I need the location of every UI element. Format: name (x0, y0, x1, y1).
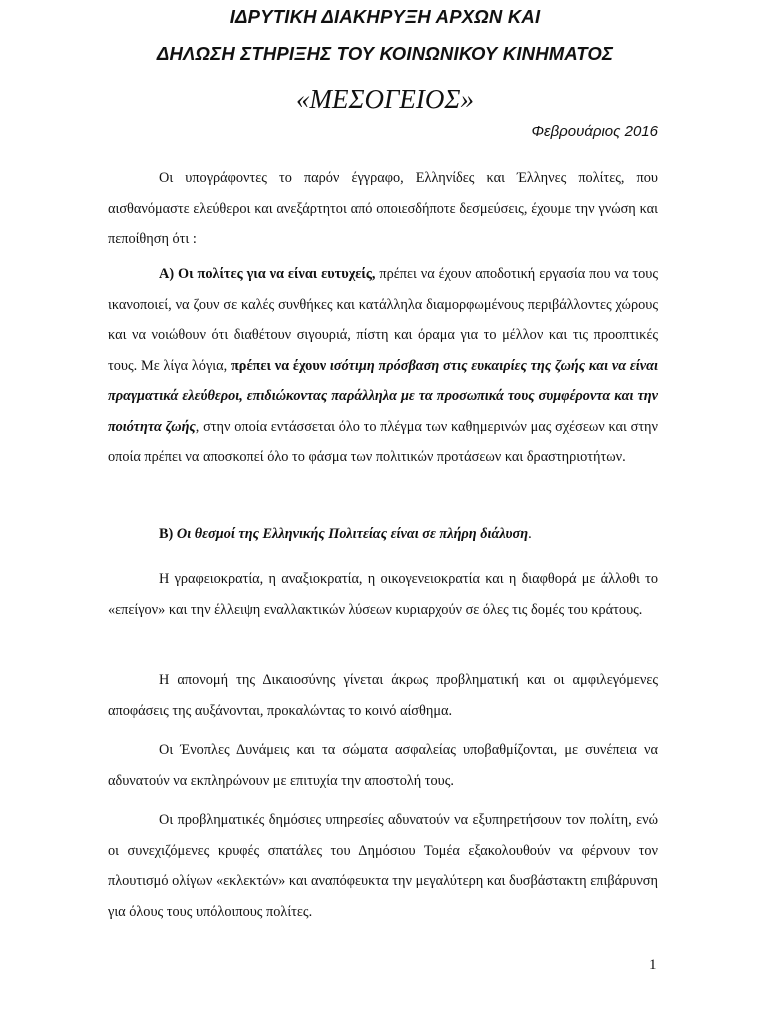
title-line-1: ΙΔΡΥΤΙΚΗ ΔΙΑΚΗΡΥΞΗ ΑΡΧΩΝ ΚΑΙ (229, 6, 541, 27)
paragraph-justice: Η απονομή της Δικαιοσύνης γίνεται άκρως προβληματική και οι αμφιλεγόμενες αποφάσεις της αυξάνονται, προκαλώντας το κοινό αίσθημα. (108, 672, 658, 719)
document-date: Φεβρουάριος 2016 (531, 123, 658, 140)
section-a-paragraph (108, 259, 658, 473)
title-line-2: ΔΗΛΩΣΗ ΣΤΗΡΙΞΗΣ ΤΟΥ ΚΟΙΝΩΝΙΚΟΥ ΚΙΝΗΜΑΤΟΣ (156, 43, 614, 64)
section-b-prefix: Β) (159, 526, 177, 542)
paragraph-public-services: Οι προβληματικές δημόσιες υπηρεσίες αδυνατούν να εξυπηρετήσουν τον πολίτη, ενώ οι συνεχιζόμενες κρυφές σπατάλες του Δημόσιου Τομέα εξακολουθούν να φέρνουν τον πλουτισμό ολίγων «εκλεκτών» και αναπόφευκτα την μεγαλύτερη και δυσβάστακτη επιβάρυνση για όλους τους υπόλοιπους πολίτες. (108, 812, 658, 920)
section-a-emphasis-1: πρέπει να έχουν (230, 357, 327, 374)
movement-name: «ΜΕΣΟΓΕΙΟΣ» (296, 84, 474, 114)
section-b-suffix: . (528, 526, 532, 542)
section-b-heading: Οι θεσμοί της Ελληνικής Πολιτείας είναι σε πλήρη διάλυση (176, 526, 529, 542)
section-a-text-1: πρέπει να έχουν αποδοτική εργασία που να τους ικανοποιεί, να ζουν σε καλές συνθήκες και κατάλληλα διαμορφωμένους περιβάλλοντες χώρους και να νοιώθουν ότι διαθέτουν σιγουριά, πίστη και όραμα για το μέλλον και τις προοπτικές τους. Με λίγα λόγια, (108, 266, 658, 374)
paragraph-armed-forces: Οι Ένοπλες Δυνάμεις και τα σώματα ασφαλείας υποβαθμίζονται, με συνέπεια να αδυνατούν να εκπληρώνουν με επιτυχία την αποστολή τους. (108, 742, 658, 789)
section-a-emphasis-2: ισότιμη πρόσβαση στις ευκαιρίες της ζωής και να είναι πραγματικά ελεύθεροι, επιδιώκοντας παράλληλα με τα προσωπικά τους συμφέροντα και την ποιότητα ζωής (108, 357, 658, 435)
section-a-text-2: , στην οποία εντάσσεται όλο το πλέγμα των καθημερινών μας σχέσεων και στην οποία πρέπει να αποσκοπεί όλο το φάσμα των πολιτικών προτάσεων και δραστηριοτήτων. (108, 418, 659, 465)
section-b-heading-line (108, 519, 658, 550)
page-number: 1 (649, 957, 657, 973)
paragraph-bureaucracy: Η γραφειοκρατία, η αναξιοκρατία, η οικογενειοκρατία και η διαφθορά με άλλοθι το «επείγον» και την έλλειψη εναλλακτικών λύσεων κυριαρχούν σε όλες τις δομές του κράτους. (108, 571, 658, 618)
section-a-heading: Α) Οι πολίτες για να είναι ευτυχείς, (159, 266, 376, 282)
intro-paragraph: Οι υπογράφοντες το παρόν έγγραφο, Ελληνίδες και Έλληνες πολίτες, που αισθανόμαστε ελεύθεροι και ανεξάρτητοι από οποιεσδήποτε δεσμεύσεις, έχουμε την γνώση και πεποίθηση ότι : (108, 170, 658, 247)
